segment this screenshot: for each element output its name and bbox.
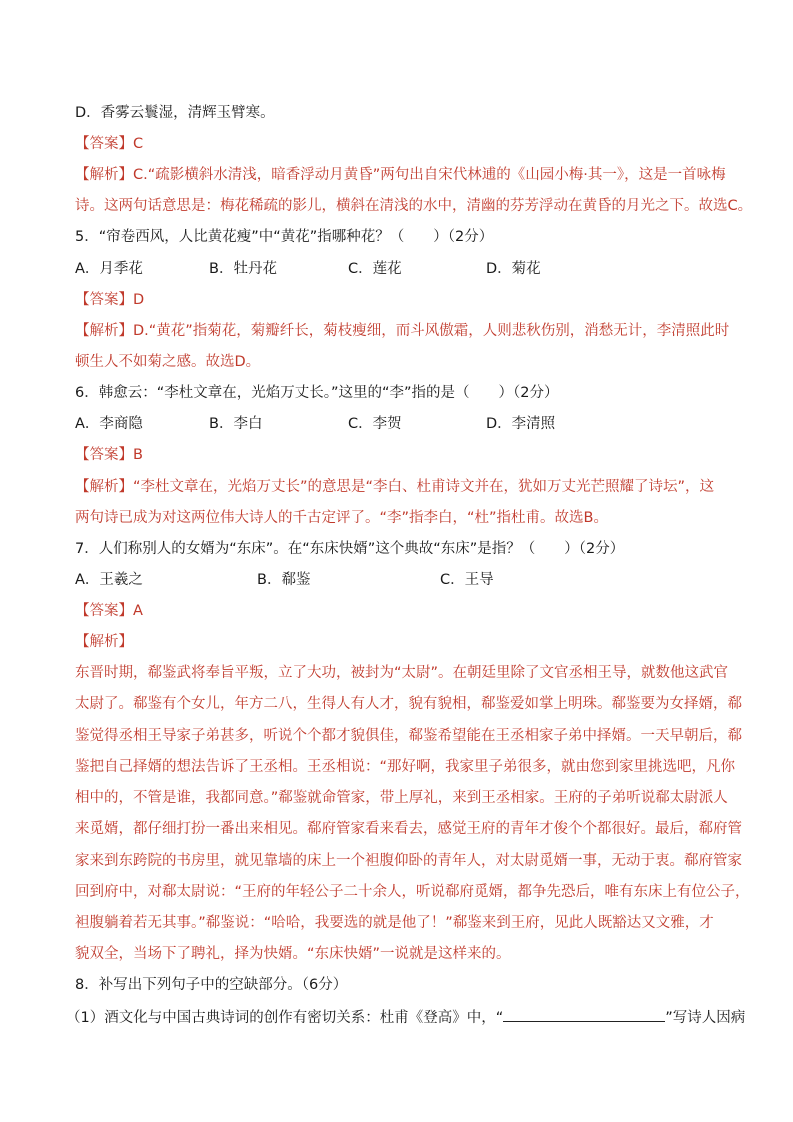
q7-paragraph-line: 袒腹躺着若无其事。”郗鉴说：“哈哈，我要选的就是他了！”郗鉴来到王府，见此人既豁达又文雅，才 <box>75 915 714 931</box>
analysis-text: “李杜文章在，光焰万丈长”的意思是“李白、杜甫诗文并在，犹如万丈光芒照耀了诗坛”，这 <box>133 479 715 495</box>
q7-option-b: B．郗鉴 <box>257 572 311 588</box>
q7-option-c: C．王导 <box>440 572 494 588</box>
answer-value: A <box>133 603 143 619</box>
q6-option-c: C．李贺 <box>348 416 402 432</box>
analysis-tag: 【解析】 <box>75 167 133 183</box>
q4-analysis-line1 <box>75 165 726 185</box>
q6-stem: 6．韩愈云：“李杜文章在，光焰万丈长。”这里的“李”指的是（ ）（2分） <box>75 385 559 401</box>
q7-answer <box>75 601 143 621</box>
q4-analysis-line2: 诗。这两句话意思是：梅花稀疏的影儿，横斜在清浅的水中，清幽的芬芳浮动在黄昏的月光之下。故选C。 <box>75 198 753 214</box>
answer-value: B <box>133 447 143 463</box>
q5-analysis-line1 <box>75 321 729 341</box>
q7-paragraph-line: 鉴把自己择婿的想法告诉了王丞相。王丞相说：“那好啊，我家里子弟很多，就由您到家里挑选吧，凡你 <box>75 759 736 775</box>
q5-answer <box>75 290 144 310</box>
q8-sub1-suffix: ”写诗人因病 <box>665 1010 746 1026</box>
q6-analysis-line1 <box>75 477 714 497</box>
q8-sub1-prefix: （1）酒文化与中国古典诗词的创作有密切关系：杜甫《登高》中，“ <box>66 1010 504 1026</box>
q5-stem: 5．“帘卷西风，人比黄花瘦”中“黄花”指哪种花？（ ）（2分） <box>75 229 494 245</box>
analysis-tag: 【解析】 <box>75 323 133 339</box>
answer-tag: 【答案】 <box>75 136 133 152</box>
q6-analysis-line2: 两句诗已成为对这两位伟大诗人的千古定评了。“李”指李白，“杜”指杜甫。故选B。 <box>75 510 608 526</box>
q7-paragraph-line: 来觅婿，都仔细打扮一番出来相见。郗府管家看来看去，感觉王府的青年才俊个个都很好。最后，郗府管 <box>75 821 742 837</box>
analysis-tag: 【解析】 <box>75 479 133 495</box>
q5-option-a: A．月季花 <box>75 261 143 277</box>
q5-option-d: D．菊花 <box>486 261 541 277</box>
q7-analysis-tag: 【解析】 <box>75 634 133 650</box>
q6-option-a: A．李商隐 <box>75 416 143 432</box>
q8-stem: 8．补写出下列句子中的空缺部分。（6分） <box>75 977 348 993</box>
q7-paragraph-line: 貌双全，当场下了聘礼，择为快婿。“东床快婿”一说就是这样来的。 <box>75 946 511 962</box>
answer-tag: 【答案】 <box>75 603 133 619</box>
q8-sub1 <box>66 1007 745 1028</box>
q6-option-d: D．李清照 <box>486 416 556 432</box>
q7-paragraph-line: 太尉了。郗鉴有个女儿，年方二八，生得人有人才，貌有貌相，郗鉴爱如掌上明珠。郗鉴要为女择婿，郗 <box>75 696 742 712</box>
q7-option-a: A．王羲之 <box>75 572 143 588</box>
q5-option-b: B．牡丹花 <box>209 261 277 277</box>
q7-paragraph-line: 相中的，不管是谁，我都同意。”郗鉴就命管家，带上厚礼，来到王丞相家。王府的子弟听说郗太尉派人 <box>75 790 728 806</box>
q6-option-b: B．李白 <box>209 416 263 432</box>
q7-paragraph-line: 回到府中，对郗太尉说：“王府的年轻公子二十余人，听说郗府觅婿，都争先恐后，唯有东床上有位公子， <box>75 884 750 900</box>
analysis-text: C.“疏影横斜水清浅，暗香浮动月黄昏”两句出自宋代林逋的《山园小梅·其一》，这是一首咏梅 <box>133 167 726 183</box>
q4-option-d: D．香雾云鬟湿，清辉玉臂寒。 <box>75 105 275 121</box>
q6-answer <box>75 445 143 465</box>
q4-answer <box>75 134 143 154</box>
answer-tag: 【答案】 <box>75 447 133 463</box>
q5-analysis-line2: 顿生人不如菊之感。故选D。 <box>75 354 261 370</box>
analysis-text: D.“黄花”指菊花，菊瓣纤长，菊枝瘦细，而斗风傲霜，人则悲秋伤别，消愁无计，李清照此时 <box>133 323 730 339</box>
answer-value: C <box>133 136 144 152</box>
q5-option-c: C．莲花 <box>348 261 402 277</box>
q7-paragraph-line: 东晋时期，郗鉴武将奉旨平叛，立了大功，被封为“太尉”。在朝廷里除了文官丞相王导，就数他这武官 <box>75 665 729 681</box>
q7-stem: 7．人们称别人的女婿为“东床”。在“东床快婿”这个典故“东床”是指？（ ）（2分） <box>75 541 625 557</box>
q7-paragraph-line: 鉴觉得丞相王导家子弟甚多，听说个个都才貌俱佳，郗鉴希望能在王丞相家子弟中择婿。一天早朝后，郗 <box>75 728 742 744</box>
fill-blank[interactable] <box>503 1007 665 1022</box>
answer-value: D <box>133 292 145 308</box>
answer-tag: 【答案】 <box>75 292 133 308</box>
q7-paragraph-line: 家来到东跨院的书房里，就见靠墙的床上一个袒腹仰卧的青年人，对太尉觅婿一事，无动于衷。郗府管家 <box>75 853 742 869</box>
